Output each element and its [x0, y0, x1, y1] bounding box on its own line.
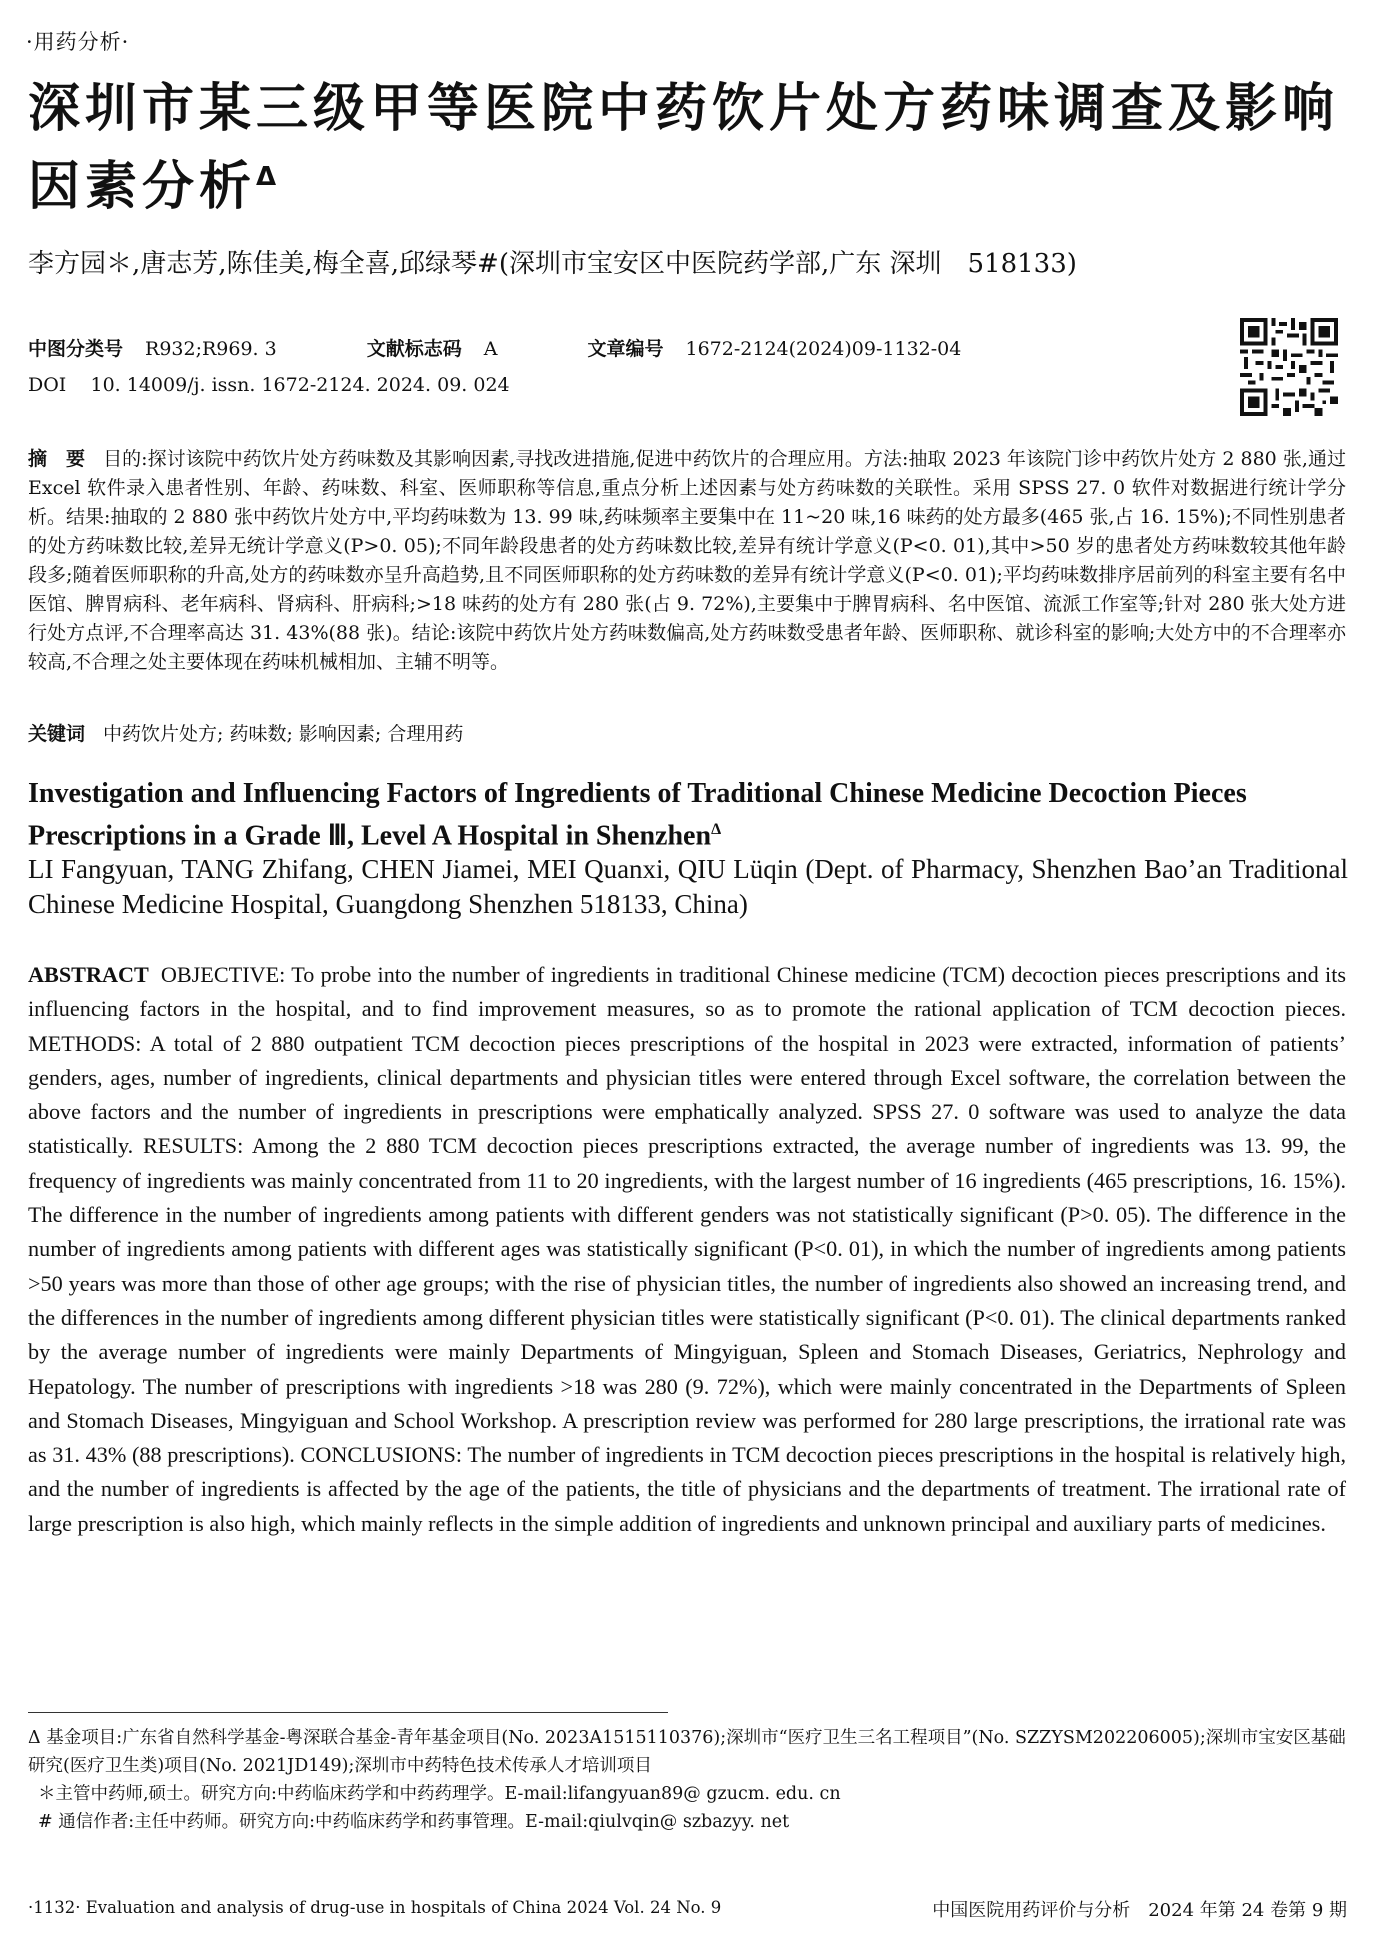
keywords-chinese	[28, 720, 1346, 749]
doc-code-label: 文献标志码	[366, 338, 462, 360]
doi-label: DOI	[28, 374, 67, 396]
article-meta-row	[28, 336, 961, 362]
authors-chinese: 李方园＊,唐志芳,陈佳美,梅全喜,邱绿琴#(深圳市宝安区中医院药学部,广东 深圳 518133)	[28, 249, 1077, 279]
keywords-chinese-text: 中药饮片处方; 药味数; 影响因素; 合理用药	[103, 723, 464, 745]
section-tag: ·用药分析·	[26, 30, 130, 54]
qr-code-icon	[1240, 318, 1338, 416]
title-chinese-text: 深圳市某三级甲等医院中药饮片处方药味调查及影响因素分析	[28, 79, 1340, 217]
abstract-english	[28, 958, 1346, 1541]
abstract-english-text: OBJECTIVE: To probe into the number of ingredients in traditional Chinese medicine (TCM) decoction pieces prescriptions and its influencing factors in the hospital, and to find improvement measures, so as to promote the rational application of TCM decoction pieces. METHODS: A total of 2 880 outpatient TCM decoction pieces prescriptions of the hospital in 2023 were extracted, information of patients’ genders, ages, number of ingredients, clinical departments and physician titles were entered through Excel software, the correlation between the above factors and the number of ingredients in prescriptions were emphatically analyzed. SPSS 27. 0 software was used to analyze the data statistically. RESULTS: Among the 2 880 TCM decoction pieces prescriptions extracted, the average number of ingredients was 13. 99, the frequency of ingredients was mainly concentrated from 11 to 20 ingredients, with the largest number of 16 ingredients (465 prescriptions, 16. 15%). The difference in the number of ingredients among patients with different genders was not statistically significant (P>0. 05). The difference in the number of ingredients among patients with different ages was statistically significant (P<0. 01), in which the number of ingredients among patients >50 years was more than those of other age groups; with the rise of physician titles, the number of ingredients also showed an increasing trend, and the differences in the number of ingredients among different physician titles were statistically significant (P<0. 01). The clinical departments ranked by the average number of ingredients were mainly Departments of Mingyiguan, Spleen and Stomach Diseases, Geriatrics, Nephrology and Hepatology. The number of prescriptions with ingredients >18 was 280 (9. 72%), which were mainly concentrated in the Departments of Spleen and Stomach Diseases, Mingyiguan and School Workshop. A prescription review was performed for 280 large prescriptions, the irrational rate was as 31. 43% (88 prescriptions). CONCLUSIONS: The number of ingredients in TCM decoction pieces prescriptions in the hospital is relatively high, and the number of ingredients is affected by the age of the patients, the title of physicians and the departments of treatment. The irrational rate of large prescription is also high, which mainly reflects in the simple addition of ingredients and unknown principal and auxiliary parts of medicines.	[28, 962, 1346, 1536]
article-no-value: 1672-2124(2024)09-1132-04	[685, 338, 962, 360]
title-english-text: Investigation and Influencing Factors of Ingredients of Traditional Chinese Medicine Decoction Pieces Prescriptions in a Grade Ⅲ, Level A Hospital in Shenzhen	[28, 778, 1247, 852]
footnote-divider	[28, 1712, 668, 1713]
footer-journal-cn: 中国医院用药评价与分析 2024 年第 24 卷第 9 期	[932, 1900, 1347, 1921]
abstract-chinese-text: 目的:探讨该院中药饮片处方药味数及其影响因素,寻找改进措施,促进中药饮片的合理应用。方法:抽取 2023 年该院门诊中药饮片处方 2 880 张,通过 Excel 软件录入患者性别、年龄、药味数、科室、医师职称等信息,重点分析上述因素与处方药味数的关联性。采用 SPSS 27. 0 软件对数据进行统计学分析。结果:抽取的 2 880 张中药饮片处方中,平均药味数为 13. 99 味,药味频率主要集中在 11~20 味,16 味药的处方最多(465 张,占 16. 15%);不同性别患者的处方药味数比较,差异无统计学意义(P>0. 05);不同年龄段患者的处方药味数比较,差异有统计学意义(P<0. 01),其中>50 岁的患者处方药味数较其他年龄段多;随着医师职称的升高,处方的药味数亦呈升高趋势,且不同医师职称的处方药味数的差异有统计学意义(P<0. 01);平均药味数排序居前列的科室主要有名中医馆、脾胃病科、老年病科、肾病科、肝病科;>18 味药的处方有 280 张(占 9. 72%),主要集中于脾胃病科、名中医馆、流派工作室等;针对 280 张大处方进行处方点评,不合理率高达 31. 43%(88 张)。结论:该院中药饮片处方药味数偏高,处方药味数受患者年龄、医师职称、就诊科室的影响;大处方中的不合理率亦较高,不合理之处主要体现在药味机械相加、主辅不明等。	[28, 448, 1346, 673]
footer-journal-en: ·1132· Evaluation and analysis of drug-use in hospitals of China 2024 Vol. 24 No. 9	[28, 1898, 722, 1917]
doi-value: 10. 14009/j. issn. 1672-2124. 2024. 09. 024	[90, 374, 510, 396]
abstract-chinese	[28, 445, 1346, 677]
doc-code-value: A	[483, 338, 498, 360]
title-funding-mark: Δ	[256, 162, 277, 192]
abstract-english-label: ABSTRACT	[28, 962, 149, 987]
footnotes	[28, 1724, 1346, 1836]
footnote-funding: Δ 基金项目:广东省自然科学基金-粤深联合基金-青年基金项目(No. 2023A1515110376);深圳市“医疗卫生三名工程项目”(No. SZZYSM202206005);深圳市宝安区基础研究(医疗卫生类)项目(No. 2021JD149);深圳市中药特色技术传承人才培训项目	[28, 1728, 1346, 1776]
article-no-label: 文章编号	[587, 338, 664, 360]
title-english	[28, 776, 1348, 854]
abstract-chinese-label: 摘 要	[28, 448, 86, 470]
clc-label: 中图分类号	[28, 338, 124, 360]
footnote-first-author: ＊主管中药师,硕士。研究方向:中药临床药学和中药药理学。E-mail:lifangyuan89@ gzucm. edu. cn	[38, 1784, 841, 1804]
title-chinese	[28, 70, 1358, 226]
footnote-corresponding-author: # 通信作者:主任中药师。研究方向:中药临床药学和药事管理。E-mail:qiulvqin@ szbazyy. net	[38, 1812, 790, 1832]
clc-value: R932;R969. 3	[145, 338, 277, 360]
doi-row	[28, 372, 510, 398]
keywords-chinese-label: 关键词	[28, 723, 86, 745]
title-english-mark: Δ	[711, 821, 722, 838]
authors-english: LI Fangyuan, TANG Zhifang, CHEN Jiamei, MEI Quanxi, QIU Lüqin (Dept. of Pharmacy, Shenzhen Bao’an Traditional Chinese Medicine Hospital, Guangdong Shenzhen 518133, China)	[28, 854, 1348, 919]
